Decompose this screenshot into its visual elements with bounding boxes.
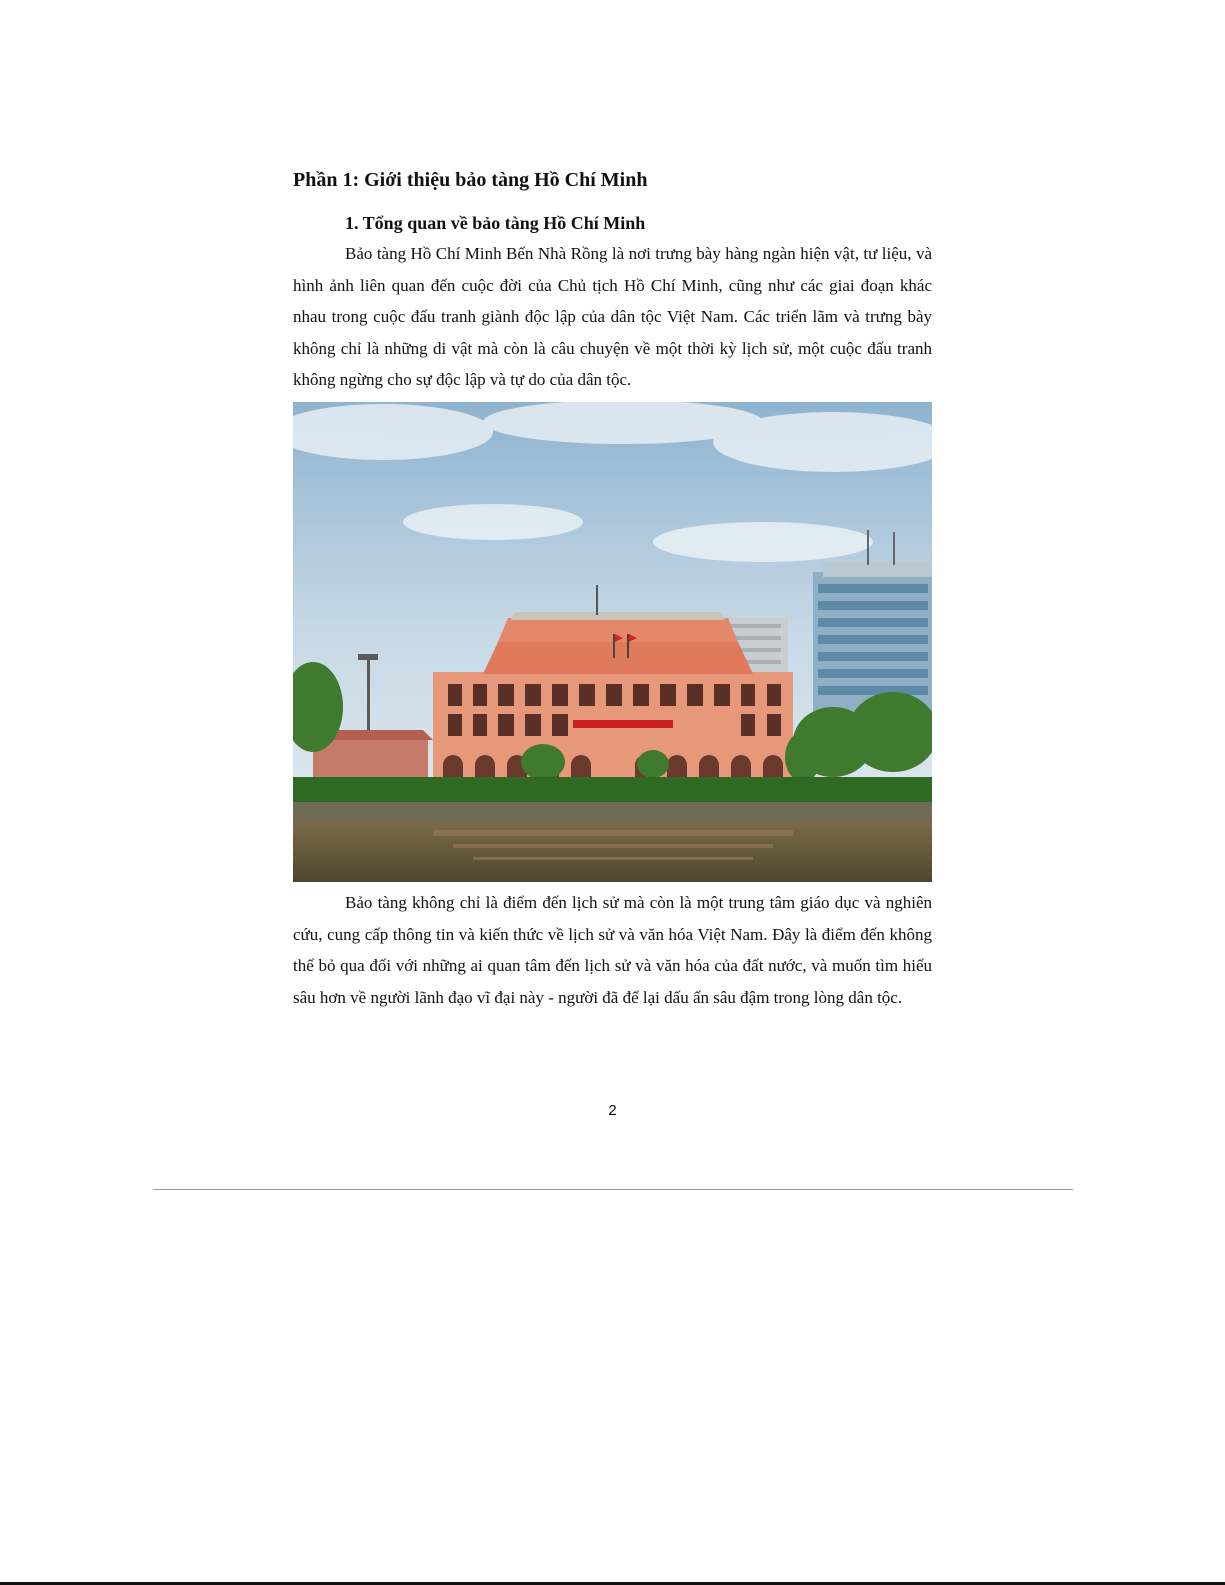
section-title: 1. Tổng quan về bảo tàng Hồ Chí Minh [345, 213, 646, 233]
page-divider [153, 1189, 1073, 1190]
paragraph-intro: Bảo tàng Hồ Chí Minh Bến Nhà Rồng là nơi trưng bày hàng ngàn hiện vật, tư liệu, và hình ảnh liên quan đến cuộc đời của Chủ tịch Hồ Chí Minh, cũng như các giai đoạn khác nhau trong cuộc đấu tranh giành độc lập của dân tộc Việt Nam. Các triển lãm và trưng bày không chỉ là những di vật mà còn là câu chuyện về một thời kỳ lịch sử, một cuộc đấu tranh không ngừng cho sự độc lập và tự do của dân tộc. [293, 244, 932, 389]
riverbank [293, 802, 932, 824]
museum-photo [293, 402, 932, 882]
part-title: Phần 1: Giới thiệu bảo tàng Hồ Chí Minh [293, 169, 648, 191]
red-banner [573, 720, 673, 728]
page-number: 2 [608, 1102, 617, 1119]
paragraph-closing: Bảo tàng không chỉ là điểm đến lịch sử mà còn là một trung tâm giáo dục và nghiên cứu, cung cấp thông tin và kiến thức về lịch sử và văn hóa Việt Nam. Đây là điểm đến không thể bỏ qua đối với những ai quan tâm đến lịch sử và văn hóa của đất nước, và muốn tìm hiểu sâu hơn về người lãnh đạo vĩ đại này - người đã để lại dấu ấn sâu đậm trong lòng dân tộc. [293, 893, 932, 1007]
